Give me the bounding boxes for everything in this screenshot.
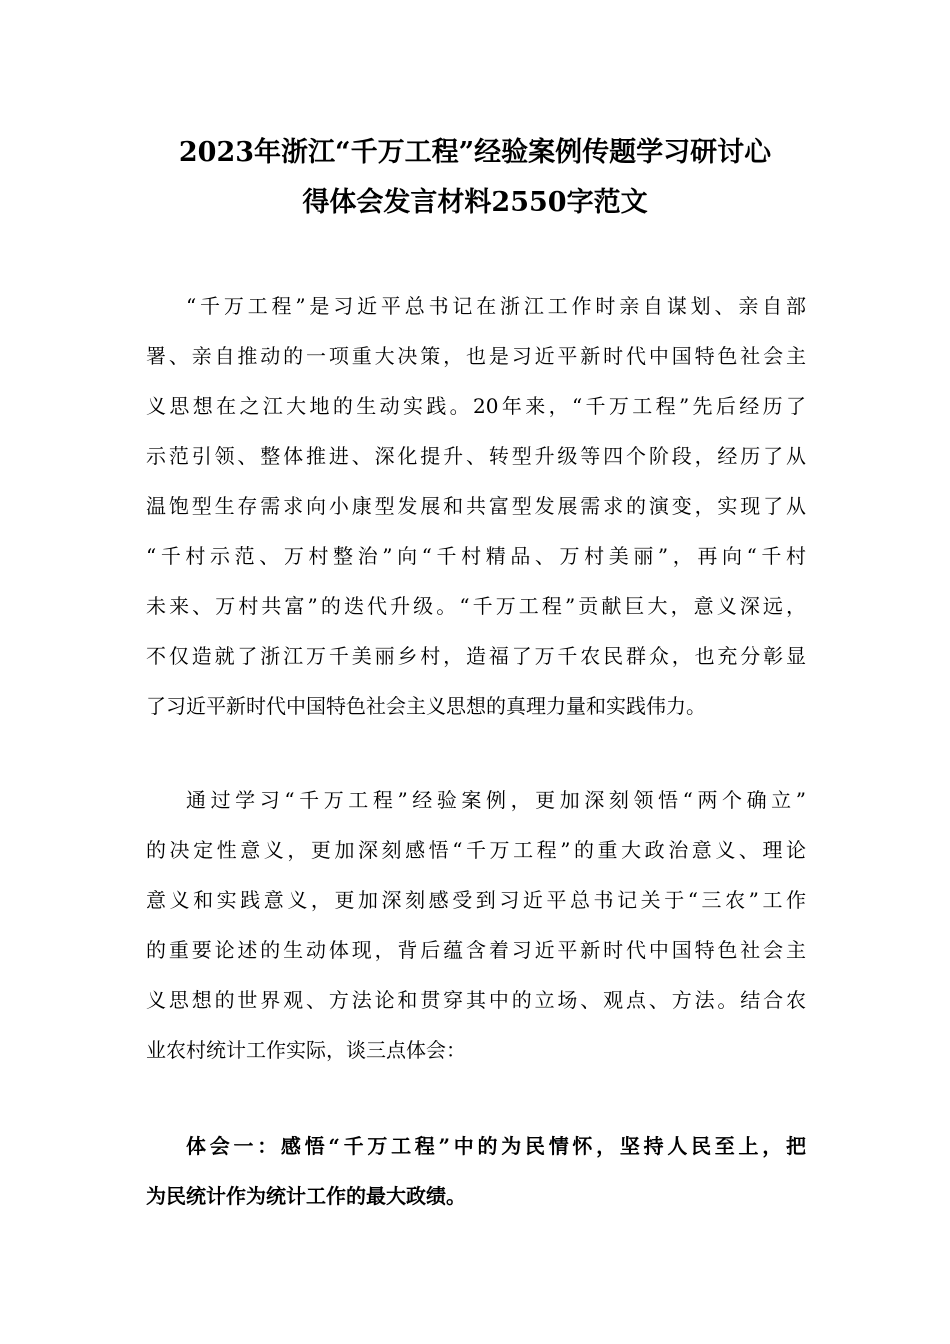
paragraph-line: “千村示范、万村整治”向“千村精品、万村美丽”，再向“千村 — [146, 544, 806, 568]
title-line: 得体会发言材料2550字范文 — [302, 187, 648, 218]
paragraph-line: 业农村统计工作实际，谈三点体会： — [146, 1038, 466, 1062]
paragraph-line: 的决定性意义，更加深刻感悟“千万工程”的重大政治意义、理论 — [146, 838, 806, 862]
paragraph-line: 温饱型生存需求向小康型发展和共富型发展需求的演变，实现了从 — [146, 494, 806, 518]
paragraph-study — [146, 775, 806, 1075]
paragraph-line: 署、亲自推动的一项重大决策，也是习近平新时代中国特色社会主 — [146, 344, 806, 368]
heading-line: 体会一：感悟“千万工程”中的为民情怀，坚持人民至上，把 — [186, 1134, 806, 1158]
paragraph-line: 的重要论述的生动体现，背后蕴含着习近平新时代中国特色社会主 — [146, 938, 806, 962]
title-line: 2023年浙江“千万工程”经验案例传题学习研讨心 — [178, 137, 772, 168]
paragraph-line: 义思想在之江大地的生动实践。20年来，“千万工程”先后经历了 — [146, 394, 806, 418]
paragraph-line: 义思想的世界观、方法论和贯穿其中的立场、观点、方法。结合农 — [146, 988, 806, 1012]
heading-line: 为民统计作为统计工作的最大政绩。 — [146, 1184, 466, 1208]
paragraph-line: 不仅造就了浙江万千美丽乡村，造福了万千农民群众，也充分彰显 — [146, 644, 806, 668]
paragraph-intro — [146, 281, 806, 731]
paragraph-line: 未来、万村共富”的迭代升级。“千万工程”贡献巨大，意义深远， — [146, 594, 806, 618]
paragraph-line: 通过学习“千万工程”经验案例，更加深刻领悟“两个确立” — [186, 788, 806, 812]
section-heading-insight-one — [146, 1121, 806, 1221]
paragraph-line: “千万工程”是习近平总书记在浙江工作时亲自谋划、亲自部 — [186, 294, 806, 318]
document-title — [100, 128, 850, 228]
paragraph-line: 了习近平新时代中国特色社会主义思想的真理力量和实践伟力。 — [146, 694, 706, 718]
paragraph-line: 意义和实践意义，更加深刻感受到习近平总书记关于“三农”工作 — [146, 888, 806, 912]
paragraph-line: 示范引领、整体推进、深化提升、转型升级等四个阶段，经历了从 — [146, 444, 806, 468]
